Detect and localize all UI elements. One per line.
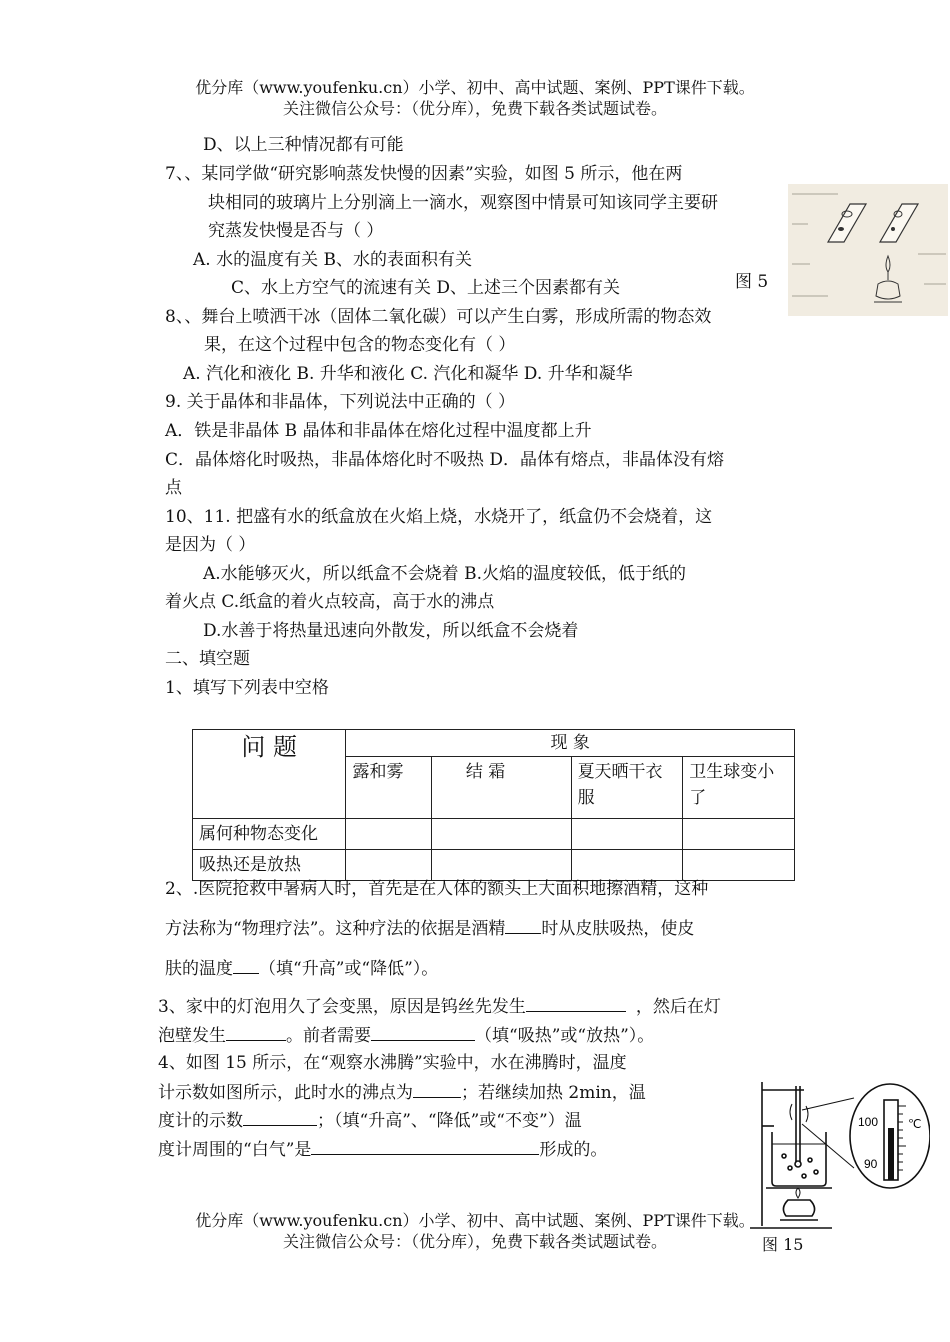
q9-stem: 9. 关于晶体和非晶体，下列说法中正确的（ ）	[165, 392, 516, 412]
blank[interactable]	[233, 957, 259, 974]
fill-q4-line3: 度计的示数 ；（填“升高”、“降低”或“不变”）温	[158, 1111, 582, 1131]
fill-q4-line4: 度计周围的“白气”是 形成的。	[158, 1140, 608, 1160]
q9-options-ab: A．铁是非晶体 B 晶体和非晶体在熔化过程中温度都上升	[165, 421, 592, 441]
q10-options-b-cont: 着火点 C.纸盒的着火点较高，高于水的沸点	[165, 592, 495, 612]
fill-q2-line2: 方法称为“物理疗法”。这种疗法的依据是酒精 时从皮肤吸热，使皮	[165, 919, 695, 939]
blank[interactable]	[526, 995, 626, 1012]
figure-5-label: 图 5	[735, 272, 769, 292]
table-cell[interactable]	[683, 819, 795, 850]
fill-q2-line3: 肤的温度 （填“升高”或“降低”）。	[165, 959, 439, 979]
fill-q3-line2: 泡壁发生 。前者需要 （填“吸热”或“放热”）。	[158, 1026, 655, 1046]
q9-options-cd-cont: 点	[165, 478, 182, 498]
fill-q3-line1: 3、家中的灯泡用久了会变黑，原因是钨丝先发生 ，然后在灯	[158, 997, 721, 1017]
q10-line2: 是因为（ ）	[165, 535, 256, 555]
page-header-line1: 优分库（www.youfenku.cn）小学、初中、高中试题、案例、PPT课件下载。	[195, 78, 755, 97]
q7-line2: 块相同的玻璃片上分别滴上一滴水，观察图中情景可知该同学主要研	[208, 193, 718, 213]
page-header-line2: 关注微信公众号：（优分库），免费下载各类试题试卷。	[282, 99, 667, 118]
q10-line1: 10、11. 把盛有水的纸盒放在火焰上烧，水烧开了，纸盒仍不会烧着，这	[165, 507, 713, 527]
page-footer-line1: 优分库（www.youfenku.cn）小学、初中、高中试题、案例、PPT课件下载。	[195, 1211, 755, 1230]
q10-options-ab: A.水能够灭火，所以纸盒不会烧着 B.火焰的温度较低，低于纸的	[203, 564, 686, 584]
section-2-title: 二、填空题	[165, 649, 250, 669]
table-row-header: 吸热还是放热	[193, 850, 346, 881]
blank[interactable]	[243, 1109, 317, 1126]
page-footer-line2: 关注微信公众号：（优分库），免费下载各类试题试卷。	[282, 1232, 667, 1251]
table-col-header: 露和雾	[346, 757, 431, 819]
table-col-header: 结 霜	[431, 757, 571, 819]
blank[interactable]	[226, 1024, 286, 1041]
table-corner-header: 问 题	[193, 730, 346, 819]
table-group-header: 现 象	[346, 730, 795, 757]
q7-options-cd: C、水上方空气的流速有关 D、上述三个因素都有关	[231, 278, 621, 298]
fill-q1-stem: 1、填写下列表中空格	[165, 678, 329, 698]
phenomena-table	[192, 729, 795, 881]
table-col-header: 夏天晒干衣服	[571, 757, 683, 819]
table-cell[interactable]	[571, 850, 683, 881]
q10-option-d: D.水善于将热量迅速向外散发，所以纸盒不会烧着	[203, 621, 579, 641]
q7-line1: 7、、某同学做“研究影响蒸发快慢的因素”实验，如图 5 所示，他在两	[165, 164, 683, 184]
blank[interactable]	[371, 1024, 475, 1041]
table-cell[interactable]	[346, 819, 431, 850]
figure-15-image	[740, 1076, 930, 1232]
q6-option-d: D、以上三种情况都有可能	[203, 135, 404, 155]
figure-15-label: 图 15	[762, 1235, 804, 1254]
table-cell[interactable]	[346, 850, 431, 881]
figure-5-image	[788, 184, 948, 316]
table-cell[interactable]	[683, 850, 795, 881]
thermometer-100-label: 100	[858, 1115, 879, 1129]
q7-line3: 究蒸发快慢是否与（ ）	[208, 221, 384, 241]
q9-options-cd: C．晶体熔化时吸热，非晶体熔化时不吸热 D．晶体有熔点，非晶体没有熔	[165, 450, 725, 470]
fill-q4-line2: 计示数如图所示，此时水的沸点为 ；若继续加热 2min，温	[158, 1083, 646, 1103]
blank[interactable]	[505, 917, 541, 934]
table-col-header: 卫生球变小了	[683, 757, 795, 819]
q7-options-ab: A. 水的温度有关 B、水的表面积有关	[193, 250, 472, 270]
blank[interactable]	[311, 1138, 539, 1155]
q8-line2: 果，在这个过程中包含的物态变化有（ ）	[204, 335, 516, 355]
table-cell[interactable]	[431, 819, 571, 850]
table-cell[interactable]	[431, 850, 571, 881]
thermometer-90-label: 90	[864, 1157, 878, 1171]
blank[interactable]	[413, 1081, 461, 1098]
q8-options: A. 汽化和液化 B. 升华和液化 C. 汽化和凝华 D. 升华和凝华	[183, 364, 633, 384]
thermometer-unit-label: ℃	[908, 1117, 922, 1131]
fill-q4-line1: 4、如图 15 所示，在“观察水沸腾”实验中，水在沸腾时，温度	[158, 1053, 627, 1073]
table-row-header: 属何种物态变化	[193, 819, 346, 850]
table-cell[interactable]	[571, 819, 683, 850]
q8-line1: 8、、舞台上喷洒干冰（固体二氧化碳）可以产生白雾，形成所需的物态效	[165, 307, 712, 327]
fill-q2-line1: 2、.医院抢救中暑病人时，首先是在人体的额头上大面积地擦酒精，这种	[165, 879, 709, 899]
